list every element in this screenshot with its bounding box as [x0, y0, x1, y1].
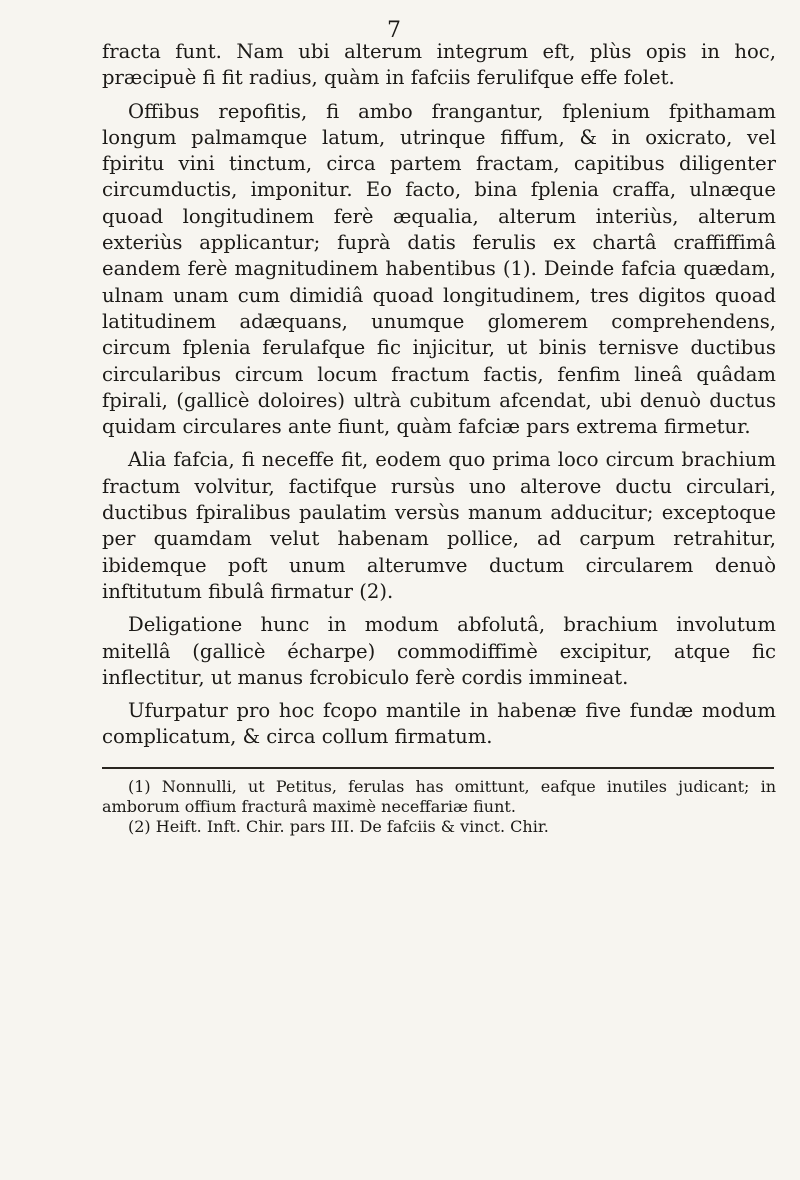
page-number: 7: [387, 18, 401, 43]
paragraph-5: Ufurpatur pro hoc fcopo mantile in habenæ five fundæ modum complicatum, & circa collum firmatum.: [102, 699, 776, 749]
paragraph-1: fracta funt. Nam ubi alterum integrum eft, plùs opis in hoc, præcipuè fi fit radius, quàm in fafciis ferulifque effe folet.: [102, 40, 776, 90]
footnotes: [102, 777, 776, 837]
footnote-divider: [102, 767, 774, 769]
paragraph-4: Deligatione hunc in modum abfolutâ, brachium involutum mitellâ (gallicè écharpe) commodiffimè excipitur, atque fic inflectitur, ut manus fcrobiculo ferè cordis immineat.: [102, 613, 776, 689]
paragraph-2: Offibus repofitis, fi ambo frangantur, fplenium fpithamam longum palmamque latum, utrinque fiffum, & in oxicrato, vel fpiritu vini tinctum, circa partem fractam, capitibus diligenter circumductis, imponitur. Eo facto, bina fplenia craffa, ulnæque quoad longitudinem ferè æqualia, alterum interiùs, alterum exteriùs applicantur; fuprà datis ferulis ex chartâ craffiffimâ eandem ferè magnitudinem habentibus (1). Deinde fafcia quædam, ulnam unam cum dimidiâ quoad longitudinem, tres digitos quoad latitudinem adæquans, unumque glomerem comprehendens, circum fplenia ferulafque fic injicitur, ut binis ternisve ductibus circularibus circum locum fractum factis, fenfim lineâ quâdam fpirali, (gallicè doloires) ultrà cubitum afcendat, ubi denuò ductus quidam circulares ante fiunt, quàm fafciæ pars extrema firmetur.: [102, 99, 776, 439]
footnote-1: (1) Nonnulli, ut Petitus, ferulas has omittunt, eafque inutiles judicant; in amborum offium fracturâ maximè neceffariæ fiunt.: [102, 776, 776, 816]
main-text: [102, 39, 776, 751]
footnote-2: (2) Heift. Inft. Chir. pars III. De fafciis & vinct. Chir.: [128, 816, 549, 836]
paragraph-3: Alia fafcia, fi neceffe fit, eodem quo prima loco circum brachium fractum volvitur, factifque rursùs uno alterove ductu circulari, ductibus fpiralibus paulatim versùs manum adducitur; exceptoque per quamdam velut habenam pollice, ad carpum retrahitur, ibidemque poft unum alterumve ductum circularem denuò inftitutum fibulâ firmatur (2).: [102, 448, 776, 603]
